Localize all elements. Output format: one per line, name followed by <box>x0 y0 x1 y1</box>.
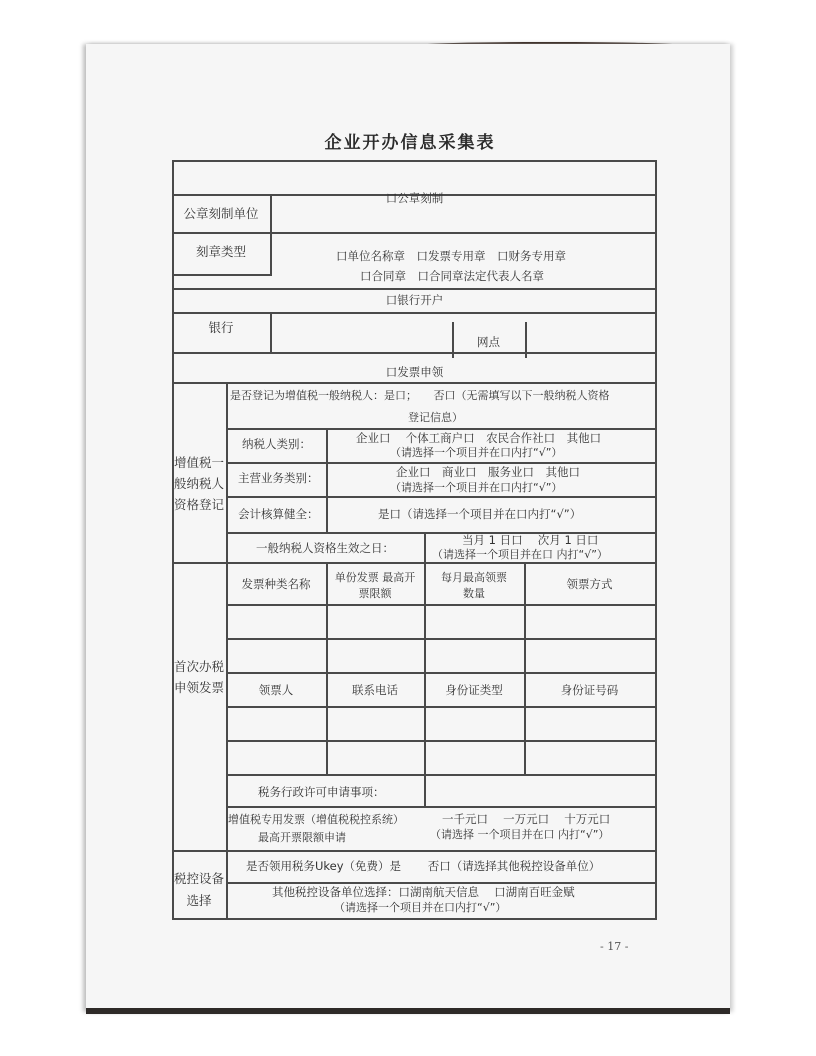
col-max-limit-header: 单份发票 最高开 票限额 <box>334 571 416 600</box>
accounting-options[interactable]: 是口（请选择一个项目并在口内打“√”） <box>378 507 582 521</box>
col-invoice-type-header: 发票种类名称 <box>241 577 311 591</box>
seal-type-options-row1[interactable]: 口单位名称章 口发票专用章 口财务专用章 <box>336 249 566 263</box>
branch-label: 网点 <box>477 335 500 349</box>
branch-field[interactable] <box>527 320 653 356</box>
limit-label-line2: 最高开票限额申请 <box>258 831 346 844</box>
receiver-row-1[interactable] <box>228 708 655 740</box>
col-phone-header: 联系电话 <box>352 683 398 697</box>
effective-date-hint: （请选择一个项目并在口 内打“√”） <box>432 548 608 561</box>
col-pickup-method-header: 领票方式 <box>566 577 613 591</box>
accounting-label: 会计核算健全： <box>238 507 319 521</box>
vat-group-label: 增值税一 般纳税人 资格登记 <box>173 455 224 512</box>
col-id-number-header: 身份证号码 <box>560 683 619 697</box>
document-title: 企业开办信息采集表 <box>324 133 496 153</box>
bank-label: 银行 <box>208 320 234 335</box>
col-receiver-header: 领票人 <box>258 683 294 697</box>
invoice-row-1[interactable] <box>228 606 655 638</box>
bank-name-field[interactable] <box>272 314 450 350</box>
taxpayer-type-options[interactable]: 企业口 个体工商户口 农民合作社口 其他口 <box>356 431 602 445</box>
business-type-hint: （请选择一个项目并在口内打“√”） <box>390 481 563 494</box>
business-type-label: 主营业务类别： <box>238 471 319 485</box>
seal-section-label: 口公章刻制 <box>385 191 444 205</box>
effective-date-options[interactable]: 当月 1 日口 次月 1 日口 <box>462 533 599 547</box>
seal-unit-field[interactable] <box>272 196 654 230</box>
seal-unit-label: 公章刻制单位 <box>183 206 259 221</box>
seal-type-options-row2[interactable]: 口合同章 口合同章法定代表人名章 <box>360 269 544 283</box>
taxpayer-type-hint: （请选择一个项目并在口内打“√”） <box>390 446 563 459</box>
bank-section-label: 口银行开户 <box>385 293 444 307</box>
invoice-section-label: 口发票申领 <box>385 365 444 379</box>
device-group-label: 税控设备 选择 <box>173 871 224 908</box>
limit-options[interactable]: 一千元口 一万元口 十万元口 <box>442 812 611 826</box>
effective-date-label: 一般纳税人资格生效之日： <box>256 541 394 555</box>
permit-label: 税务行政许可申请事项： <box>258 785 385 799</box>
col-id-type-header: 身份证类型 <box>445 683 503 697</box>
other-device-options[interactable]: 其他税控设备单位选择：口湖南航天信息 口湖南百旺金赋 <box>272 885 575 899</box>
ukey-question[interactable]: 是否领用税务Ukey（免费）是 否口（请选择其他税控设备单位） <box>246 859 601 873</box>
first-invoice-group-label: 首次办税 申领发票 <box>173 659 224 695</box>
taxpayer-type-label: 纳税人类别： <box>242 437 311 451</box>
business-type-options[interactable]: 企业口 商业口 服务业口 其他口 <box>396 465 580 479</box>
other-device-hint: （请选择一个项目并在口内打“√”） <box>334 901 507 914</box>
receiver-row-2[interactable] <box>228 742 655 774</box>
vat-general-question[interactable]: 是否登记为增值税一般纳税人：是口； 否口（无需填写以下一般纳税人资格 <box>230 389 610 402</box>
invoice-row-2[interactable] <box>228 640 655 672</box>
limit-hint: （请选择 一个项目并在口 内打“√”） <box>430 828 610 841</box>
seal-type-label: 刻章类型 <box>195 244 246 259</box>
vat-general-question-cont: 登记信息） <box>408 411 463 424</box>
page-number: - 17 - <box>600 940 629 953</box>
limit-label-line1: 增值税专用发票（增值税税控系统） <box>228 813 404 826</box>
col-monthly-qty-header: 每月最高领票 数量 <box>441 571 507 600</box>
